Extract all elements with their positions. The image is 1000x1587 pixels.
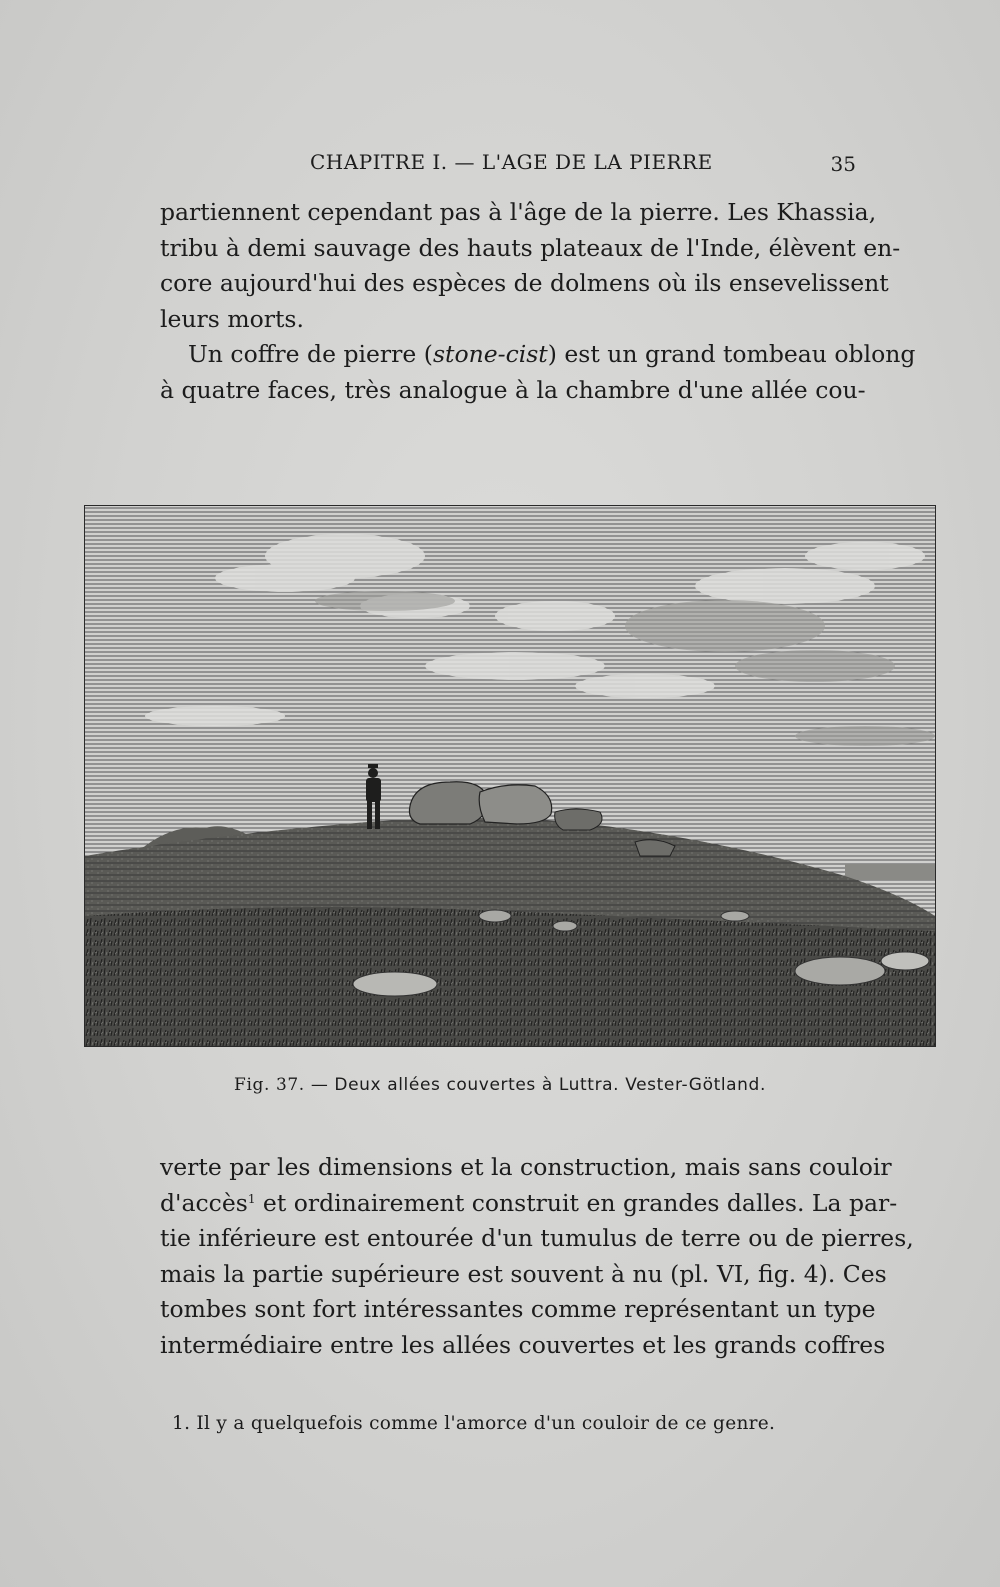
footnote-marker: 1 <box>247 1191 256 1206</box>
figure-number: Fig. 37. <box>234 1075 305 1095</box>
caption-text: — Deux allées couvertes à Luttra. Vester-Götland. <box>310 1075 766 1095</box>
engraving-svg <box>85 506 935 1046</box>
text-line: partiennent cependant pas à l'âge de la pierre. Les Khassia, <box>160 198 877 226</box>
text-line: tie inférieure est entourée d'un tumulus de terre ou de pierres, <box>160 1224 914 1252</box>
footnote: 1. Il y a quelquefois comme l'amorce d'un couloir de ce genre. <box>172 1413 776 1434</box>
text-line: leurs morts. <box>160 304 304 333</box>
text-span: ) est un grand tombeau oblong <box>547 340 916 368</box>
figure-caption <box>0 1075 1000 1095</box>
text-line: verte par les dimensions et la construction, mais sans couloir <box>160 1153 892 1181</box>
text-line: tribu à demi sauvage des hauts plateaux de l'Inde, élèvent en- <box>160 233 901 262</box>
text-line-with-footnote <box>160 1186 898 1222</box>
text-line: à quatre faces, très analogue à la chambre d'une allée cou- <box>160 375 866 404</box>
engraving-illustration <box>84 505 936 1047</box>
text-span: Un coffre de pierre ( <box>188 340 433 368</box>
italic-term: stone-cist <box>432 340 548 368</box>
paragraph-line <box>160 337 916 373</box>
text-span: d'accès <box>160 1188 248 1217</box>
body-text-bottom <box>160 1150 914 1363</box>
running-head <box>160 150 860 180</box>
body-text-top <box>160 195 916 408</box>
text-line: mais la partie supérieure est souvent à nu (pl. VI, fig. 4). Ces <box>160 1259 887 1288</box>
text-line: intermédiaire entre les allées couvertes et les grands coffres <box>160 1330 886 1359</box>
distant-horizon <box>845 864 935 880</box>
text-line: core aujourd'hui des espèces de dolmens où ils ensevelissent <box>160 269 889 297</box>
page-number: 35 <box>830 152 856 176</box>
text-span: et ordinairement construit en grandes dalles. La par- <box>255 1188 898 1217</box>
running-title: CHAPITRE I. — L'AGE DE LA PIERRE <box>310 150 713 174</box>
text-line: tombes sont fort intéressantes comme représentant un type <box>160 1295 876 1323</box>
